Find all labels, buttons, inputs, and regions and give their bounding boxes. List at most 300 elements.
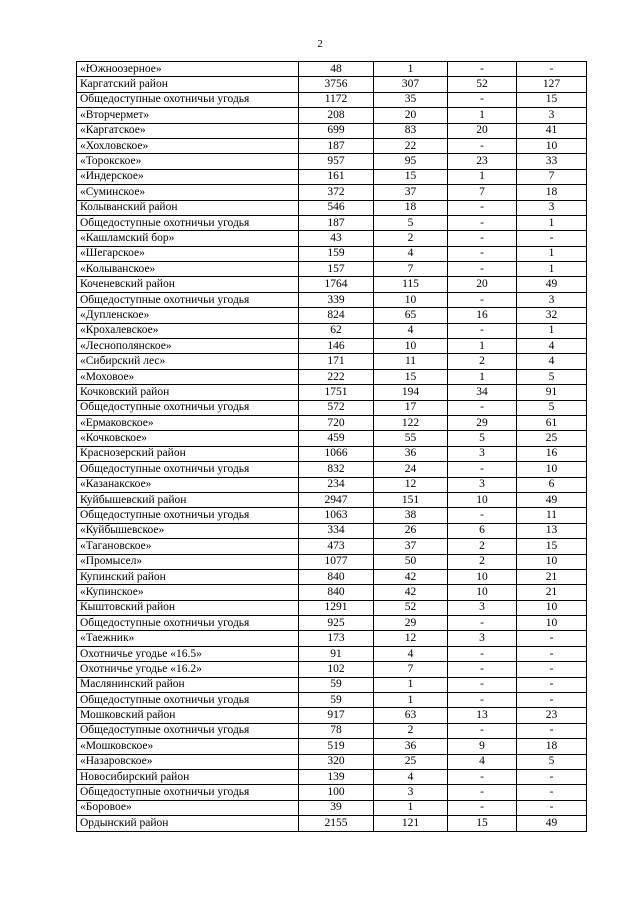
value-cell-3: 20 [448, 277, 517, 292]
table-row [77, 785, 587, 800]
value-cell-1: 208 [299, 108, 374, 123]
value-cell-1: 473 [299, 539, 374, 554]
table-row [77, 492, 587, 507]
value-cell-4: 41 [517, 123, 587, 138]
row-name-cell: «Южноозерное» [77, 62, 299, 77]
value-cell-1: 334 [299, 523, 374, 538]
value-cell-1: 1172 [299, 92, 374, 107]
value-cell-4: 3 [517, 108, 587, 123]
value-cell-4: 4 [517, 354, 587, 369]
row-name-cell: «Купинское» [77, 585, 299, 600]
table-row [77, 123, 587, 138]
value-cell-2: 151 [374, 492, 448, 507]
row-name-cell: Коченевский район [77, 277, 299, 292]
value-cell-3: - [448, 400, 517, 415]
value-cell-2: 29 [374, 616, 448, 631]
table-row [77, 631, 587, 646]
value-cell-2: 15 [374, 169, 448, 184]
value-cell-3: 7 [448, 185, 517, 200]
row-name-cell: Мошковский район [77, 708, 299, 723]
value-cell-2: 2 [374, 723, 448, 738]
value-cell-1: 519 [299, 739, 374, 754]
table-row [77, 708, 587, 723]
value-cell-1: 159 [299, 246, 374, 261]
value-cell-4: 6 [517, 477, 587, 492]
value-cell-4: - [517, 631, 587, 646]
value-cell-3: - [448, 769, 517, 784]
value-cell-2: 36 [374, 739, 448, 754]
value-cell-3: - [448, 508, 517, 523]
value-cell-4: 13 [517, 523, 587, 538]
value-cell-4: 15 [517, 92, 587, 107]
table-row [77, 154, 587, 169]
table-row [77, 616, 587, 631]
value-cell-1: 39 [299, 800, 374, 815]
value-cell-3: 2 [448, 539, 517, 554]
value-cell-2: 307 [374, 77, 448, 92]
value-cell-4: 21 [517, 585, 587, 600]
table-row [77, 477, 587, 492]
value-cell-1: 48 [299, 62, 374, 77]
value-cell-1: 139 [299, 769, 374, 784]
value-cell-2: 1 [374, 62, 448, 77]
value-cell-4: - [517, 231, 587, 246]
table-row [77, 723, 587, 738]
value-cell-4: 18 [517, 185, 587, 200]
value-cell-3: 34 [448, 385, 517, 400]
row-name-cell: Общедоступные охотничьи угодья [77, 508, 299, 523]
value-cell-3: 10 [448, 585, 517, 600]
table-row [77, 662, 587, 677]
value-cell-3: 6 [448, 523, 517, 538]
value-cell-4: 49 [517, 277, 587, 292]
table-row [77, 169, 587, 184]
row-name-cell: «Кочковское» [77, 431, 299, 446]
value-cell-1: 546 [299, 200, 374, 215]
value-cell-4: 5 [517, 400, 587, 415]
value-cell-1: 157 [299, 262, 374, 277]
value-cell-3: - [448, 646, 517, 661]
value-cell-1: 59 [299, 677, 374, 692]
hunting-grounds-table [76, 61, 587, 832]
table-row [77, 292, 587, 307]
value-cell-3: 1 [448, 339, 517, 354]
table-row [77, 185, 587, 200]
value-cell-2: 2 [374, 231, 448, 246]
value-cell-1: 1077 [299, 554, 374, 569]
value-cell-4: - [517, 723, 587, 738]
value-cell-3: - [448, 292, 517, 307]
value-cell-1: 459 [299, 431, 374, 446]
value-cell-3: - [448, 462, 517, 477]
row-name-cell: Краснозерский район [77, 446, 299, 461]
value-cell-2: 5 [374, 215, 448, 230]
value-cell-2: 37 [374, 539, 448, 554]
row-name-cell: Общедоступные охотничьи угодья [77, 92, 299, 107]
value-cell-2: 15 [374, 369, 448, 384]
value-cell-3: - [448, 723, 517, 738]
row-name-cell: «Суминское» [77, 185, 299, 200]
value-cell-2: 17 [374, 400, 448, 415]
value-cell-1: 62 [299, 323, 374, 338]
value-cell-1: 1764 [299, 277, 374, 292]
row-name-cell: Кочковский район [77, 385, 299, 400]
value-cell-2: 3 [374, 785, 448, 800]
row-name-cell: Общедоступные охотничьи угодья [77, 292, 299, 307]
row-name-cell: Охотничье угодье «16.5» [77, 646, 299, 661]
value-cell-3: 2 [448, 554, 517, 569]
table-row [77, 523, 587, 538]
row-name-cell: «Леснополянское» [77, 339, 299, 354]
value-cell-3: 23 [448, 154, 517, 169]
value-cell-4: 91 [517, 385, 587, 400]
value-cell-2: 1 [374, 800, 448, 815]
value-cell-2: 115 [374, 277, 448, 292]
value-cell-2: 35 [374, 92, 448, 107]
table-row [77, 231, 587, 246]
value-cell-1: 925 [299, 616, 374, 631]
row-name-cell: «Таежник» [77, 631, 299, 646]
value-cell-2: 10 [374, 292, 448, 307]
value-cell-4: 18 [517, 739, 587, 754]
row-name-cell: «Моховое» [77, 369, 299, 384]
value-cell-3: - [448, 92, 517, 107]
row-name-cell: «Промысел» [77, 554, 299, 569]
value-cell-1: 1066 [299, 446, 374, 461]
table-row [77, 585, 587, 600]
row-name-cell: Общедоступные охотничьи угодья [77, 215, 299, 230]
value-cell-4: 10 [517, 600, 587, 615]
value-cell-3: 3 [448, 477, 517, 492]
value-cell-1: 173 [299, 631, 374, 646]
table-row [77, 739, 587, 754]
value-cell-2: 36 [374, 446, 448, 461]
row-name-cell: Кыштовский район [77, 600, 299, 615]
value-cell-2: 24 [374, 462, 448, 477]
table-row [77, 415, 587, 430]
value-cell-3: - [448, 662, 517, 677]
table-row [77, 554, 587, 569]
value-cell-3: 10 [448, 492, 517, 507]
row-name-cell: Колыванский район [77, 200, 299, 215]
value-cell-3: - [448, 246, 517, 261]
table-body [77, 62, 587, 832]
table-row [77, 769, 587, 784]
value-cell-1: 100 [299, 785, 374, 800]
value-cell-3: 4 [448, 754, 517, 769]
table-row [77, 308, 587, 323]
value-cell-1: 102 [299, 662, 374, 677]
table-row [77, 323, 587, 338]
table-row [77, 277, 587, 292]
value-cell-2: 52 [374, 600, 448, 615]
value-cell-4: 10 [517, 554, 587, 569]
value-cell-3: 3 [448, 600, 517, 615]
value-cell-2: 1 [374, 677, 448, 692]
table-row [77, 754, 587, 769]
value-cell-1: 171 [299, 354, 374, 369]
row-name-cell: Общедоступные охотничьи угодья [77, 693, 299, 708]
row-name-cell: «Колыванское» [77, 262, 299, 277]
value-cell-1: 320 [299, 754, 374, 769]
value-cell-2: 83 [374, 123, 448, 138]
value-cell-4: 23 [517, 708, 587, 723]
value-cell-2: 1 [374, 693, 448, 708]
value-cell-3: 3 [448, 631, 517, 646]
value-cell-3: - [448, 215, 517, 230]
value-cell-4: 10 [517, 138, 587, 153]
value-cell-1: 59 [299, 693, 374, 708]
value-cell-4: 21 [517, 569, 587, 584]
value-cell-2: 65 [374, 308, 448, 323]
table-row [77, 369, 587, 384]
value-cell-4: - [517, 646, 587, 661]
value-cell-4: - [517, 693, 587, 708]
table-row [77, 508, 587, 523]
value-cell-1: 2155 [299, 816, 374, 831]
value-cell-1: 43 [299, 231, 374, 246]
value-cell-4: 5 [517, 754, 587, 769]
value-cell-2: 95 [374, 154, 448, 169]
value-cell-3: 1 [448, 369, 517, 384]
row-name-cell: «Боровое» [77, 800, 299, 815]
value-cell-4: 3 [517, 200, 587, 215]
value-cell-4: 61 [517, 415, 587, 430]
row-name-cell: Общедоступные охотничьи угодья [77, 616, 299, 631]
value-cell-3: - [448, 138, 517, 153]
value-cell-4: - [517, 677, 587, 692]
table-row [77, 462, 587, 477]
table-row [77, 77, 587, 92]
value-cell-2: 22 [374, 138, 448, 153]
value-cell-1: 91 [299, 646, 374, 661]
value-cell-4: - [517, 662, 587, 677]
table-row [77, 569, 587, 584]
table-row [77, 62, 587, 77]
table-row [77, 800, 587, 815]
row-name-cell: «Назаровское» [77, 754, 299, 769]
value-cell-4: - [517, 769, 587, 784]
row-name-cell: Общедоступные охотничьи угодья [77, 462, 299, 477]
value-cell-2: 26 [374, 523, 448, 538]
value-cell-2: 7 [374, 662, 448, 677]
row-name-cell: Куйбышевский район [77, 492, 299, 507]
table-row [77, 539, 587, 554]
row-name-cell: «Крохалевское» [77, 323, 299, 338]
value-cell-4: 33 [517, 154, 587, 169]
row-name-cell: «Вторчермет» [77, 108, 299, 123]
row-name-cell: Общедоступные охотничьи угодья [77, 723, 299, 738]
page-number: 2 [317, 38, 323, 50]
value-cell-2: 4 [374, 323, 448, 338]
row-name-cell: «Торокское» [77, 154, 299, 169]
value-cell-4: 1 [517, 215, 587, 230]
value-cell-3: 2 [448, 354, 517, 369]
value-cell-4: 10 [517, 616, 587, 631]
value-cell-4: 4 [517, 339, 587, 354]
value-cell-1: 372 [299, 185, 374, 200]
value-cell-4: 1 [517, 262, 587, 277]
value-cell-1: 699 [299, 123, 374, 138]
table-row [77, 246, 587, 261]
value-cell-3: 3 [448, 446, 517, 461]
value-cell-3: - [448, 262, 517, 277]
row-name-cell: «Каргатское» [77, 123, 299, 138]
row-name-cell: «Мошковское» [77, 739, 299, 754]
value-cell-4: 11 [517, 508, 587, 523]
value-cell-1: 78 [299, 723, 374, 738]
value-cell-2: 25 [374, 754, 448, 769]
value-cell-4: 10 [517, 462, 587, 477]
value-cell-2: 122 [374, 415, 448, 430]
value-cell-3: 13 [448, 708, 517, 723]
row-name-cell: «Индерское» [77, 169, 299, 184]
value-cell-4: 7 [517, 169, 587, 184]
value-cell-4: 16 [517, 446, 587, 461]
value-cell-2: 63 [374, 708, 448, 723]
value-cell-2: 42 [374, 585, 448, 600]
value-cell-1: 187 [299, 138, 374, 153]
value-cell-4: 49 [517, 816, 587, 831]
value-cell-1: 1063 [299, 508, 374, 523]
row-name-cell: Охотничье угодье «16.2» [77, 662, 299, 677]
value-cell-1: 840 [299, 585, 374, 600]
table-row [77, 646, 587, 661]
value-cell-4: 3 [517, 292, 587, 307]
table-row [77, 339, 587, 354]
value-cell-2: 7 [374, 262, 448, 277]
row-name-cell: «Куйбышевское» [77, 523, 299, 538]
row-name-cell: «Кашламский бор» [77, 231, 299, 246]
value-cell-1: 824 [299, 308, 374, 323]
value-cell-3: - [448, 616, 517, 631]
value-cell-1: 3756 [299, 77, 374, 92]
table-row [77, 446, 587, 461]
value-cell-2: 20 [374, 108, 448, 123]
value-cell-3: 5 [448, 431, 517, 446]
value-cell-3: - [448, 231, 517, 246]
value-cell-2: 10 [374, 339, 448, 354]
value-cell-1: 917 [299, 708, 374, 723]
value-cell-3: - [448, 693, 517, 708]
table-row [77, 215, 587, 230]
value-cell-3: - [448, 200, 517, 215]
row-name-cell: «Сибирский лес» [77, 354, 299, 369]
value-cell-1: 234 [299, 477, 374, 492]
row-name-cell: Общедоступные охотничьи угодья [77, 785, 299, 800]
value-cell-1: 840 [299, 569, 374, 584]
value-cell-1: 339 [299, 292, 374, 307]
row-name-cell: Маслянинский район [77, 677, 299, 692]
value-cell-2: 4 [374, 246, 448, 261]
value-cell-3: - [448, 677, 517, 692]
row-name-cell: Новосибирский район [77, 769, 299, 784]
value-cell-4: 127 [517, 77, 587, 92]
table-row [77, 693, 587, 708]
value-cell-4: 5 [517, 369, 587, 384]
table-row [77, 262, 587, 277]
row-name-cell: «Казанакское» [77, 477, 299, 492]
row-name-cell: «Хохловское» [77, 138, 299, 153]
value-cell-2: 12 [374, 631, 448, 646]
value-cell-3: 15 [448, 816, 517, 831]
value-cell-1: 222 [299, 369, 374, 384]
value-cell-3: 1 [448, 169, 517, 184]
value-cell-3: - [448, 800, 517, 815]
value-cell-4: - [517, 800, 587, 815]
value-cell-1: 1751 [299, 385, 374, 400]
value-cell-4: 49 [517, 492, 587, 507]
row-name-cell: «Ермаковское» [77, 415, 299, 430]
value-cell-3: 10 [448, 569, 517, 584]
value-cell-2: 194 [374, 385, 448, 400]
value-cell-1: 720 [299, 415, 374, 430]
value-cell-2: 42 [374, 569, 448, 584]
value-cell-4: 32 [517, 308, 587, 323]
value-cell-4: - [517, 785, 587, 800]
table-row [77, 385, 587, 400]
value-cell-2: 38 [374, 508, 448, 523]
table-row [77, 108, 587, 123]
table-row [77, 400, 587, 415]
value-cell-2: 12 [374, 477, 448, 492]
value-cell-1: 161 [299, 169, 374, 184]
value-cell-1: 832 [299, 462, 374, 477]
value-cell-4: 1 [517, 246, 587, 261]
value-cell-2: 11 [374, 354, 448, 369]
value-cell-2: 4 [374, 646, 448, 661]
value-cell-3: - [448, 785, 517, 800]
value-cell-3: - [448, 323, 517, 338]
value-cell-1: 2947 [299, 492, 374, 507]
value-cell-3: 52 [448, 77, 517, 92]
value-cell-3: 1 [448, 108, 517, 123]
row-name-cell: Каргатский район [77, 77, 299, 92]
table-row [77, 92, 587, 107]
value-cell-3: - [448, 62, 517, 77]
table-row [77, 354, 587, 369]
value-cell-2: 121 [374, 816, 448, 831]
value-cell-4: 15 [517, 539, 587, 554]
value-cell-2: 4 [374, 769, 448, 784]
value-cell-1: 957 [299, 154, 374, 169]
row-name-cell: Купинский район [77, 569, 299, 584]
value-cell-4: - [517, 62, 587, 77]
table-row [77, 600, 587, 615]
row-name-cell: «Тагановское» [77, 539, 299, 554]
value-cell-1: 146 [299, 339, 374, 354]
value-cell-3: 9 [448, 739, 517, 754]
row-name-cell: «Дупленское» [77, 308, 299, 323]
value-cell-4: 1 [517, 323, 587, 338]
value-cell-2: 18 [374, 200, 448, 215]
row-name-cell: Общедоступные охотничьи угодья [77, 400, 299, 415]
value-cell-1: 572 [299, 400, 374, 415]
value-cell-4: 25 [517, 431, 587, 446]
value-cell-1: 187 [299, 215, 374, 230]
row-name-cell: «Шегарское» [77, 246, 299, 261]
table-row [77, 816, 587, 831]
value-cell-3: 16 [448, 308, 517, 323]
value-cell-1: 1291 [299, 600, 374, 615]
table-row [77, 200, 587, 215]
table-row [77, 138, 587, 153]
table-row [77, 677, 587, 692]
value-cell-3: 29 [448, 415, 517, 430]
value-cell-2: 50 [374, 554, 448, 569]
table-row [77, 431, 587, 446]
value-cell-3: 20 [448, 123, 517, 138]
